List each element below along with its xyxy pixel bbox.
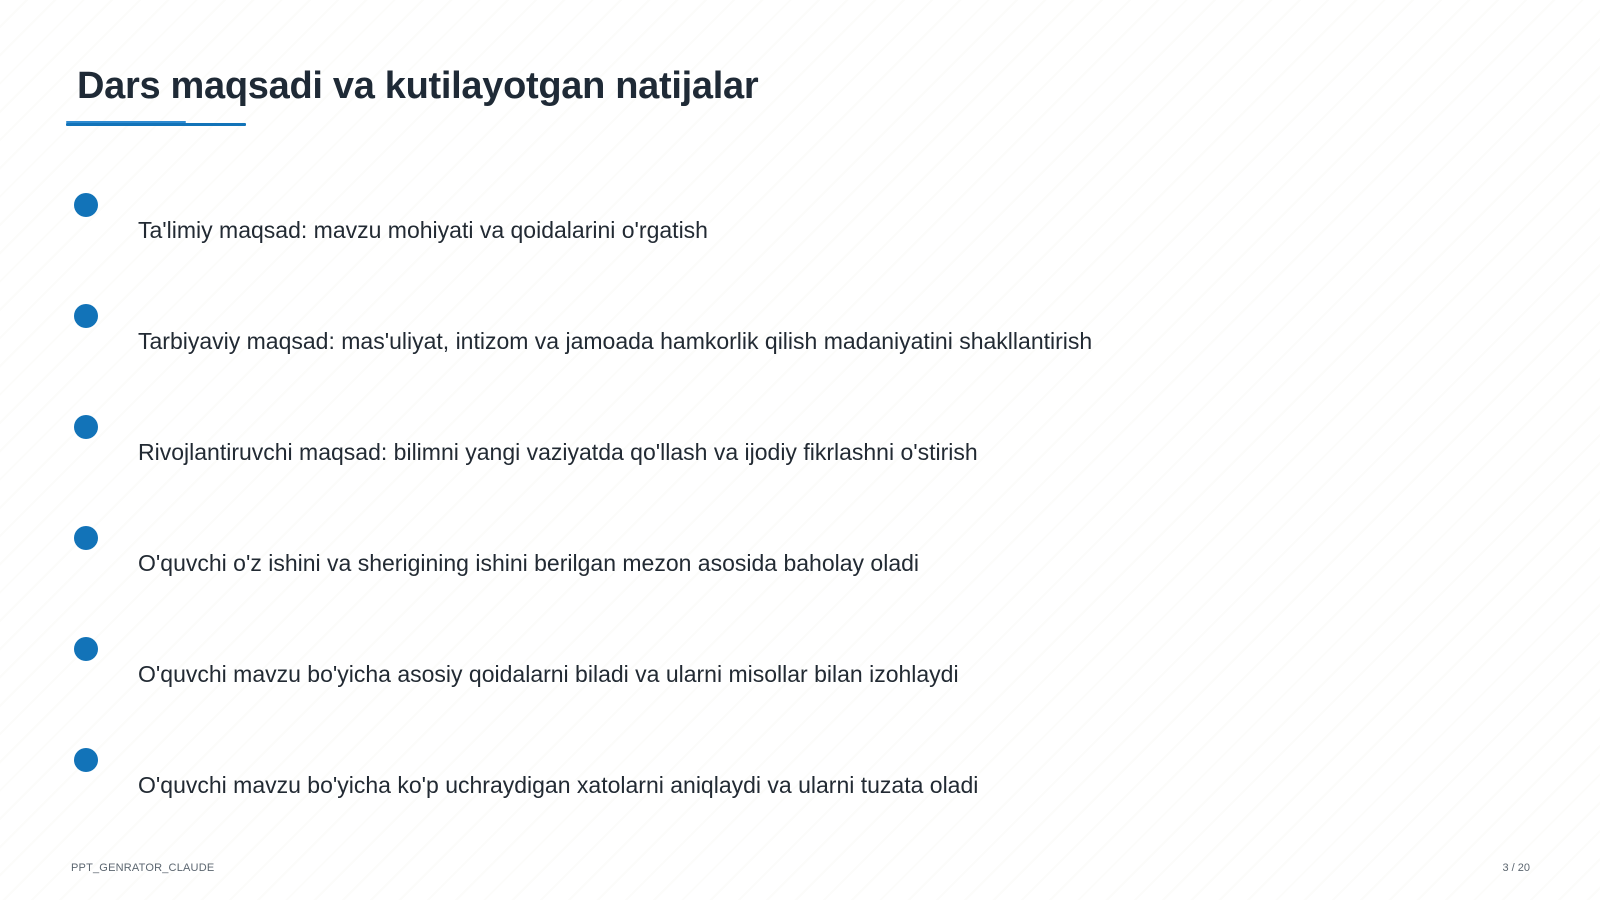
footer-source-label: PPT_GENRATOR_CLAUDE [71, 862, 215, 874]
bullet-item [72, 526, 1472, 586]
slide-title: Dars maqsadi va kutilayotgan natijalar [77, 65, 759, 107]
bullet-text: O'quvchi mavzu bo'yicha ko'p uchraydigan xatolarni aniqlaydi va ularni tuzata oladi [138, 772, 979, 798]
bullet-item [72, 415, 1472, 475]
bullet-dot-icon [74, 415, 98, 439]
bullet-dot-icon [74, 748, 98, 772]
bullet-dot-icon [74, 304, 98, 328]
bullet-text: O'quvchi mavzu bo'yicha asosiy qoidalarni biladi va ularni misollar bilan izohlaydi [138, 661, 959, 687]
page-indicator: 3 / 20 [1502, 862, 1530, 874]
bullet-dot-icon [74, 637, 98, 661]
bullet-text: O'quvchi o'z ishini va sherigining ishini berilgan mezon asosida baholay oladi [138, 550, 920, 576]
bullet-item [72, 748, 1472, 808]
bullet-text: Tarbiyaviy maqsad: mas'uliyat, intizom va jamoada hamkorlik qilish madaniyatini shakllantirish [138, 328, 1093, 354]
bullet-item [72, 304, 1472, 364]
bullet-item [72, 637, 1472, 697]
bullet-dot-icon [74, 193, 98, 217]
bullet-item [72, 193, 1472, 253]
bullet-text: Rivojlantiruvchi maqsad: bilimni yangi vaziyatda qo'llash va ijodiy fikrlashni o'stirish [138, 439, 978, 465]
bullet-text: Ta'limiy maqsad: mavzu mohiyati va qoidalarini o'rgatish [138, 217, 708, 243]
bullet-dot-icon [74, 526, 98, 550]
